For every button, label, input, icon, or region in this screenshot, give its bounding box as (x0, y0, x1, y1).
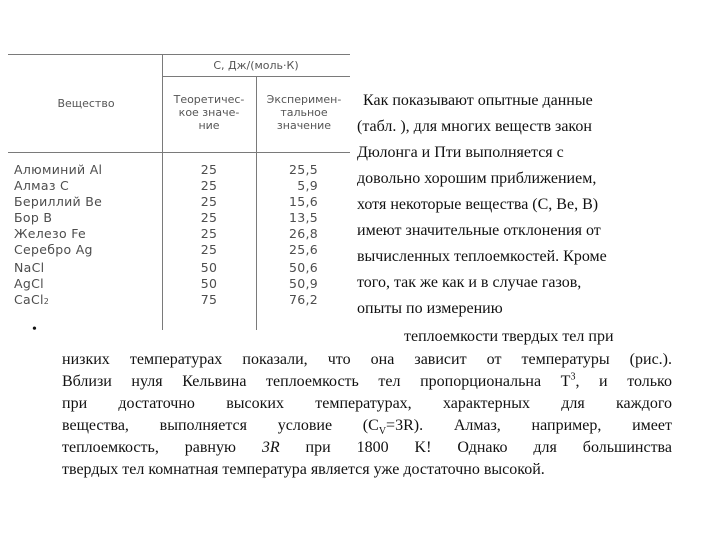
table-col-rule-2 (256, 76, 257, 330)
text-line: вычисленных теплоемкостей. Кроме (357, 248, 607, 265)
text-line: того, так же как и в случае газов, (357, 274, 582, 291)
text-line: (табл. ), для многих веществ закон (357, 118, 592, 135)
heat-capacity-table: C, Дж/(моль·К) Вещество Теоретичес- кое значе- ние Эксперимен- тальное значение Алюминий Al 25 25,5 Алмаз C 25 5,9 Бериллий Be 25 15,6 Бор B 25 13,5 Железо Fe 25 26,8 Серебро Ag 25 25,6 NaCl 50 50,6 AgCl 50 50,9 CaCl2 75 76,2 (6, 48, 358, 330)
table-top-rule (8, 54, 350, 55)
text-line: вещества, выполняется условие $(C_V=3R)$. Алмаз, например, имеет (62, 417, 672, 438)
text-line: при достаточно высоких температурах, характерных для каждого (62, 395, 672, 412)
text-line: низких температурах показали, что она зависит от температуры (рис.). (62, 351, 672, 368)
bullet-marker: • (32, 322, 37, 337)
text-line: довольно хорошим приближением, (357, 170, 597, 187)
text-line: теплоемкости твердых тел при (404, 328, 614, 345)
table-col-rule-1 (162, 54, 163, 330)
text-line: Как показывают опытные данные (363, 92, 593, 109)
text-line: теплоемкость, равную 3R при 1800 K! Однако для большинства (62, 439, 672, 456)
text-line: Вблизи нуля Кельвина теплоемкость тел пропорциональна $T^3$, и только (62, 371, 672, 390)
text-line: хотя некоторые вещества (C, Be, B) (357, 196, 599, 213)
text-line: имеют значительные отклонения от (357, 222, 601, 239)
text-line: опыты по измерению (357, 300, 503, 317)
table-col-substance: Вещество (57, 97, 115, 110)
table-header-rule (8, 152, 350, 153)
table-group-header: C, Дж/(моль·К) (213, 59, 299, 72)
text-line: Дюлонга и Пти выполняется с (357, 144, 564, 161)
text-line: твердых тел комнатная температура является уже достаточно высокой. (62, 461, 545, 478)
